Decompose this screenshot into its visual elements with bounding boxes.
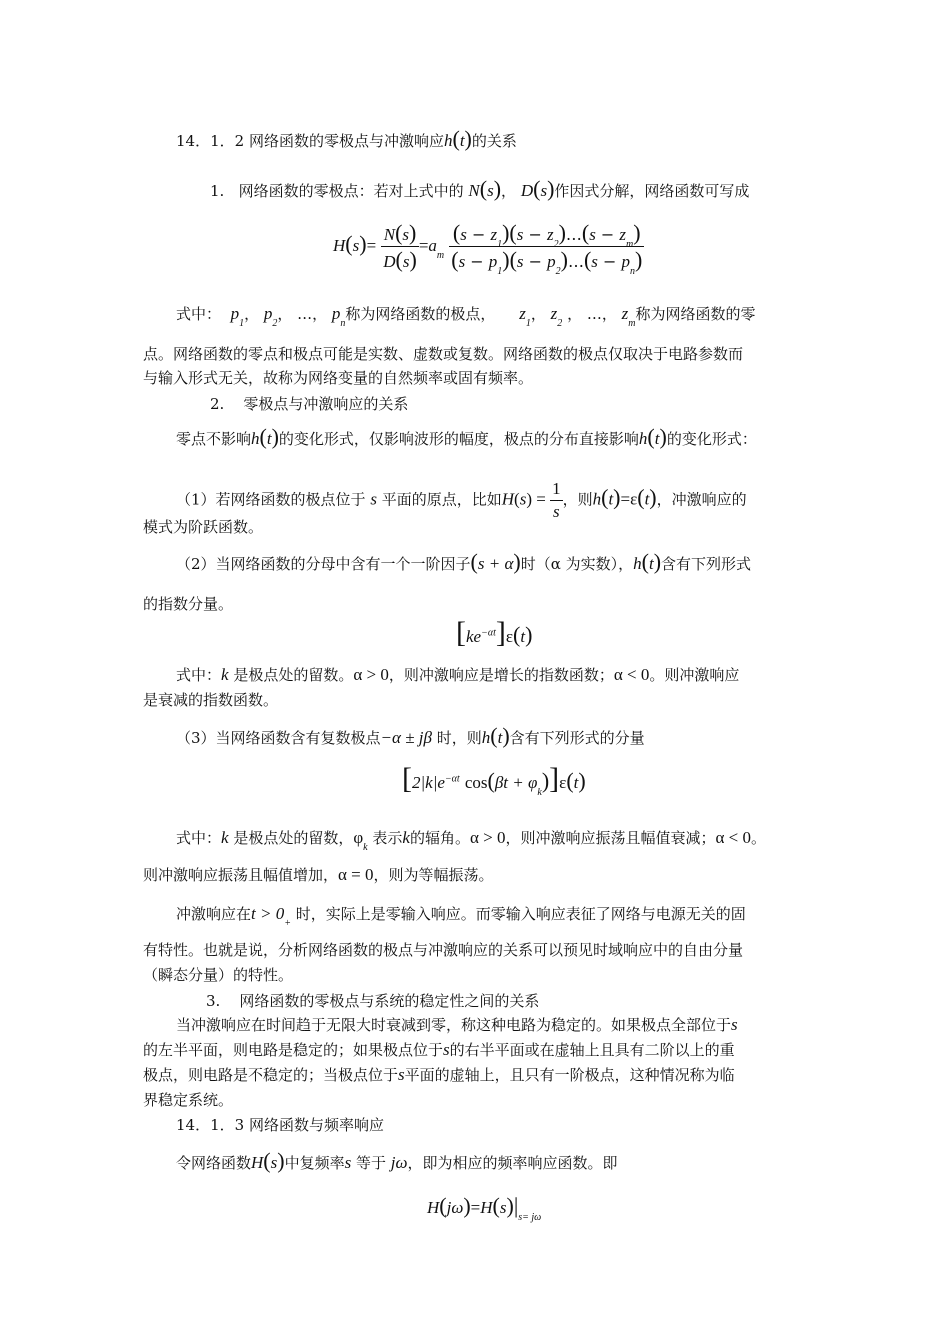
- symbol-epsilon: ε: [505, 627, 514, 646]
- ellipsis: …: [297, 305, 313, 323]
- case-2-note-2: 是衰减的指数函数。: [143, 691, 279, 709]
- paren: ): [649, 484, 657, 510]
- paren: (: [492, 1193, 500, 1218]
- symbol-p: p: [621, 252, 630, 271]
- paren: (: [479, 176, 488, 201]
- paren: ): [271, 424, 279, 449]
- subscript-2: 2: [272, 318, 278, 329]
- paren: (: [395, 247, 403, 272]
- symbol-t: t: [654, 429, 660, 448]
- subscript-s-jw: s= jω: [518, 1212, 542, 1223]
- bracket: ]: [549, 762, 560, 795]
- text: 。则冲激响应: [649, 666, 740, 684]
- paren: ): [409, 220, 417, 245]
- paren: ): [634, 247, 643, 272]
- item-3-line-3: [143, 1064, 735, 1086]
- item-3-line-1: [176, 1014, 738, 1036]
- subscript-m: m: [436, 250, 445, 261]
- symbol-epsilon: ε: [559, 773, 567, 792]
- text: ，则冲激响应振荡且幅值衰减；: [505, 829, 716, 847]
- symbol-s: s: [516, 252, 524, 271]
- symbol-s: s: [443, 1040, 450, 1059]
- condition: α > 0: [353, 665, 389, 684]
- item-3-line-2: [143, 1039, 735, 1061]
- text: 表示: [372, 829, 403, 847]
- paren: ): [547, 176, 555, 201]
- item-2-heading: [210, 393, 408, 415]
- paren: (: [601, 484, 609, 510]
- paren: ): [493, 176, 502, 201]
- paren: ): [525, 622, 533, 647]
- condition: t > 0: [251, 904, 285, 923]
- symbol-s: s: [398, 1065, 405, 1084]
- text: ，则为等幅振荡。: [373, 866, 494, 884]
- paren: ): [558, 220, 566, 245]
- paren: ): [526, 489, 532, 509]
- item-label: 2.: [210, 395, 225, 413]
- symbol-p: p: [230, 304, 240, 323]
- paren: (: [345, 231, 353, 256]
- subscript-n: n: [629, 266, 635, 277]
- condition: α > 0: [469, 828, 506, 847]
- text: （1）若网络函数的极点位于: [176, 490, 366, 509]
- paren: (: [439, 1193, 447, 1218]
- paren: ): [578, 768, 586, 793]
- eval-bar: |: [513, 1193, 519, 1218]
- equals: =: [532, 489, 551, 509]
- text: 的变化形式：: [666, 430, 757, 448]
- text: 时，实际上是零输入响应。而零输入响应表征了网络与电源无关的固: [295, 905, 746, 923]
- item-label: 1.: [210, 182, 225, 200]
- subscript-2: 2: [557, 318, 563, 329]
- symbol-H: H: [427, 1198, 440, 1217]
- case-3-line: [176, 725, 645, 749]
- paren: ): [409, 247, 417, 272]
- impulse-line-3: （瞬态分量）的特性。: [143, 966, 294, 984]
- paren: (: [259, 424, 267, 449]
- section-number: 14．1．3: [176, 1116, 245, 1134]
- text: 的变化形式，仅影响波形的幅度，极点的分布直接影响: [278, 430, 639, 448]
- symbol-p: p: [547, 252, 556, 271]
- subscript-2: 2: [555, 266, 561, 277]
- ellipsis: …: [586, 305, 602, 323]
- case-3-note: [176, 827, 766, 852]
- fraction-N-over-D: [381, 220, 419, 273]
- amplitude: 2|k|e: [412, 773, 445, 792]
- bracket: ]: [495, 616, 506, 649]
- text: 冲激响应在: [176, 905, 252, 923]
- symbol-s: s: [344, 1153, 352, 1172]
- exponent: −αt: [444, 773, 460, 785]
- text: 式中：: [176, 666, 222, 684]
- text: 。: [751, 829, 767, 847]
- condition: α < 0: [613, 665, 650, 684]
- subscript-1: 1: [525, 318, 531, 329]
- symbol-h: h: [443, 131, 453, 150]
- subscript-1: 1: [497, 239, 503, 250]
- paren: (: [487, 768, 495, 793]
- paren: (: [566, 768, 574, 793]
- symbol-D: D: [383, 252, 396, 271]
- text: 等于: [356, 1154, 387, 1172]
- symbol-z: z: [550, 304, 558, 323]
- symbol-H: H: [501, 489, 515, 509]
- section-title: 网络函数与频率响应: [248, 1116, 384, 1134]
- equals: =: [418, 236, 429, 255]
- item-text: 作因式分解，网络函数可写成: [554, 182, 750, 200]
- item-label: 3.: [206, 992, 221, 1010]
- oscillation-component-formula: [402, 762, 586, 796]
- symbol-z: z: [490, 225, 498, 244]
- ellipsis: …: [565, 225, 582, 244]
- text: 中复频率: [284, 1154, 345, 1172]
- text: （3）当网络函数含有复数极点: [176, 729, 381, 747]
- equals: =: [620, 489, 631, 509]
- text: 式中：: [176, 305, 222, 323]
- case-1-line-2: 模式为阶跃函数。: [143, 518, 264, 536]
- case-2-line-2: 的指数分量。: [143, 595, 234, 613]
- symbol-h: h: [592, 489, 602, 509]
- paren: ): [463, 1193, 471, 1218]
- text: 是极点处的留数，: [233, 829, 354, 847]
- bracket: [: [402, 762, 412, 795]
- subscript-k: k: [363, 842, 368, 853]
- symbol-s: s: [540, 181, 548, 200]
- impulse-line-2: 有特性。也就是说，分析网络函数的极点与冲激响应的关系可以预见时域响应中的自由分量: [143, 941, 744, 959]
- text: ，则冲激响应是增长的指数函数；: [388, 666, 614, 684]
- text: 的左半平面，则电路是稳定的；如果极点位于: [143, 1041, 444, 1059]
- paren: ): [359, 231, 367, 256]
- paren: ): [464, 126, 472, 151]
- symbol-k: k: [221, 665, 229, 684]
- paren: (: [452, 126, 460, 151]
- subscript-1: 1: [239, 318, 245, 329]
- condition: α < 0: [715, 828, 751, 847]
- section-title-tail: 的关系: [471, 132, 517, 150]
- item-title: 网络函数的零极点与系统的稳定性之间的关系: [239, 992, 540, 1010]
- case-2-line: [176, 551, 751, 575]
- denominator: s: [553, 502, 560, 521]
- item-title: 零极点与冲激响应的关系: [243, 395, 409, 413]
- text: 含有下列形式的分量: [509, 729, 645, 747]
- symbol-s: s: [270, 1153, 278, 1172]
- text: ，则: [562, 490, 593, 509]
- text: 极点，则电路是不稳定的；当极点位于: [143, 1066, 399, 1084]
- symbol-s: s: [460, 225, 467, 244]
- symbol-jw: jω: [446, 1198, 464, 1217]
- paren: (: [647, 424, 655, 449]
- factor: s + α: [477, 554, 514, 573]
- text: 平面的原点，比如: [381, 490, 502, 509]
- symbol-s: s: [499, 1198, 507, 1217]
- symbol-t: t: [520, 627, 526, 646]
- symbol-s: s: [731, 1015, 738, 1034]
- section-number: 14．1．2: [176, 132, 245, 150]
- subscript-m: m: [628, 318, 636, 329]
- section-heading-14-1-2: [176, 128, 517, 152]
- transfer-function-formula: [333, 220, 644, 277]
- symbol-s: s: [516, 225, 524, 244]
- text: 则冲激响应振荡且幅值增加，: [143, 866, 339, 884]
- phase-arg: βt + φ: [494, 773, 538, 792]
- paren: (: [513, 622, 521, 647]
- symbol-H: H: [333, 236, 346, 255]
- symbol-z: z: [519, 304, 526, 323]
- symbol-phi: φ: [353, 828, 364, 847]
- text: 零点不影响: [176, 430, 252, 448]
- symbol-epsilon: ε: [630, 489, 638, 509]
- symbol-a: a: [428, 236, 437, 255]
- subscript-k: k: [537, 787, 542, 798]
- symbol-s: s: [402, 225, 410, 244]
- symbol-s: s: [591, 252, 598, 271]
- text: 的辐角。: [409, 829, 470, 847]
- text: 称为网络函数的零: [635, 305, 756, 323]
- paren: ): [506, 1193, 514, 1218]
- exp-term: ke: [466, 627, 482, 646]
- case-2-note: [176, 664, 739, 686]
- text: 式中：: [176, 829, 222, 847]
- case-3-note-2: [143, 864, 494, 886]
- paren: ): [659, 424, 667, 449]
- paren: )(: [502, 220, 517, 245]
- symbol-z: z: [546, 225, 554, 244]
- text: 称为网络函数的极点，: [345, 305, 496, 323]
- paren: (: [263, 1148, 271, 1173]
- symbol-N: N: [383, 225, 396, 244]
- symbol-k: k: [221, 828, 229, 847]
- text: （2）当网络函数的分母中含有一个一阶因子: [176, 555, 471, 573]
- symbol-t: t: [608, 489, 614, 509]
- paren: ): [502, 723, 510, 748]
- paren: ): [513, 549, 521, 574]
- symbol-t: t: [648, 554, 654, 573]
- paren: (: [583, 247, 592, 272]
- symbol-z: z: [621, 304, 629, 323]
- symbol-s: s: [589, 225, 596, 244]
- text: 时（α 为实数），: [520, 555, 634, 573]
- symbol-D: D: [520, 181, 534, 200]
- numerator: 1: [550, 478, 563, 501]
- symbol-h: h: [638, 429, 648, 448]
- symbol-t: t: [497, 728, 503, 747]
- cos: cos: [464, 773, 488, 792]
- paren: (: [395, 220, 403, 245]
- item-3-line-4: 界稳定系统。: [143, 1091, 234, 1109]
- symbol-h: h: [481, 728, 491, 747]
- symbol-z: z: [619, 225, 627, 244]
- def-line-3: 与输入形式无关，故称为网络变量的自然频率或固有频率。: [143, 369, 534, 387]
- paren: ): [541, 768, 550, 793]
- exp-component-formula: [456, 616, 532, 650]
- subscript-1: 1: [497, 266, 503, 277]
- condition: α = 0: [338, 865, 374, 884]
- paren: ): [613, 484, 621, 510]
- impulse-line-1: [176, 903, 746, 928]
- equals: =: [470, 1198, 481, 1217]
- section-14-1-3-line: [176, 1150, 618, 1174]
- bracket: [: [456, 616, 466, 649]
- symbol-jw: jω: [390, 1153, 408, 1172]
- symbol-t: t: [459, 131, 465, 150]
- symbol-t: t: [266, 429, 272, 448]
- paren: ): [560, 247, 568, 272]
- symbol-s: s: [458, 252, 466, 271]
- exponent: −αt: [481, 627, 496, 639]
- subscript-2: 2: [553, 239, 559, 250]
- symbol-t: t: [573, 773, 579, 792]
- symbol-k: k: [402, 828, 410, 847]
- section-title: 网络函数的零极点与冲激响应: [248, 132, 444, 150]
- symbol-H: H: [251, 1153, 264, 1172]
- symbol-s: s: [370, 489, 377, 509]
- equals: =: [366, 236, 377, 255]
- paren: (: [637, 484, 645, 510]
- symbol-t: t: [644, 489, 650, 509]
- text: 当冲激响应在时间趋于无限大时衰减到零，称这种电路为稳定的。如果极点全部位于: [176, 1016, 732, 1034]
- section-heading-14-1-3: [176, 1114, 384, 1136]
- text: 令网络函数: [176, 1154, 252, 1172]
- item-text: 网络函数的零极点：若对上式中的: [238, 182, 464, 200]
- frequency-response-formula: [427, 1193, 542, 1223]
- symbol-p: p: [331, 304, 341, 323]
- paren: (: [641, 549, 649, 574]
- symbol-N: N: [468, 181, 480, 200]
- item-2-intro: [176, 426, 757, 450]
- fraction-zeros-over-poles: $\frac{(s - z_1)(s - z_2)\dots(s - z_m)}{(s - p_1)(s - p_2)\dots(s - p_n)}$: [451, 220, 643, 277]
- symbol-p: p: [488, 252, 498, 271]
- text: 是极点处的留数。: [233, 666, 354, 684]
- def-line-2: 点。网络函数的零点和极点可能是实数、虚数或复数。网络函数的极点仅取决于电路参数而: [143, 345, 744, 363]
- symbol-s: s: [352, 236, 360, 255]
- paren: ): [653, 549, 662, 574]
- fraction-1-over-s: [550, 478, 563, 523]
- symbol-h: h: [633, 554, 642, 573]
- paren: (: [533, 176, 541, 201]
- symbol-p: p: [263, 304, 273, 323]
- text: ，即为相应的频率响应函数。即: [407, 1154, 618, 1172]
- symbol-s: s: [487, 181, 494, 200]
- subscript-m: m: [626, 239, 634, 250]
- paren: (: [451, 247, 459, 272]
- paren: (: [470, 549, 478, 574]
- text: 平面的虚轴上，且只有一阶极点，这种情况称为临: [404, 1066, 735, 1084]
- text: 时，则: [436, 729, 482, 747]
- symbol-s: s: [519, 489, 527, 509]
- text: 含有下列形式: [661, 555, 752, 573]
- def-line-1: 式中： $p_1$， $p_2$， …， $p_n$称为网络函数的极点， $z_1$， $z_2$ ， …， $z_m$称为网络函数的零: [176, 304, 756, 329]
- paren: (: [490, 723, 498, 748]
- symbol-H: H: [480, 1198, 493, 1217]
- paren: )(: [502, 247, 517, 272]
- item-3-heading: [206, 990, 539, 1012]
- paren: ): [633, 220, 641, 245]
- complex-pole: −α ± jβ: [380, 728, 432, 747]
- symbol-s: s: [402, 252, 410, 271]
- subscript-plus: +: [284, 918, 291, 929]
- paren: (: [452, 220, 461, 245]
- symbol-h: h: [251, 429, 260, 448]
- subscript-n: n: [340, 318, 346, 329]
- item-1-line: 1. 网络函数的零极点：若对上式中的 N(s)， D(s)作因式分解，网络函数可写成: [210, 176, 750, 201]
- paren: (: [514, 489, 520, 509]
- text: ，冲激响应的: [656, 490, 747, 509]
- paren: (: [581, 220, 590, 245]
- ellipsis: …: [567, 252, 584, 271]
- paren: ): [277, 1148, 285, 1173]
- text: 的右半平面或在虚轴上且具有二阶以上的重: [449, 1041, 735, 1059]
